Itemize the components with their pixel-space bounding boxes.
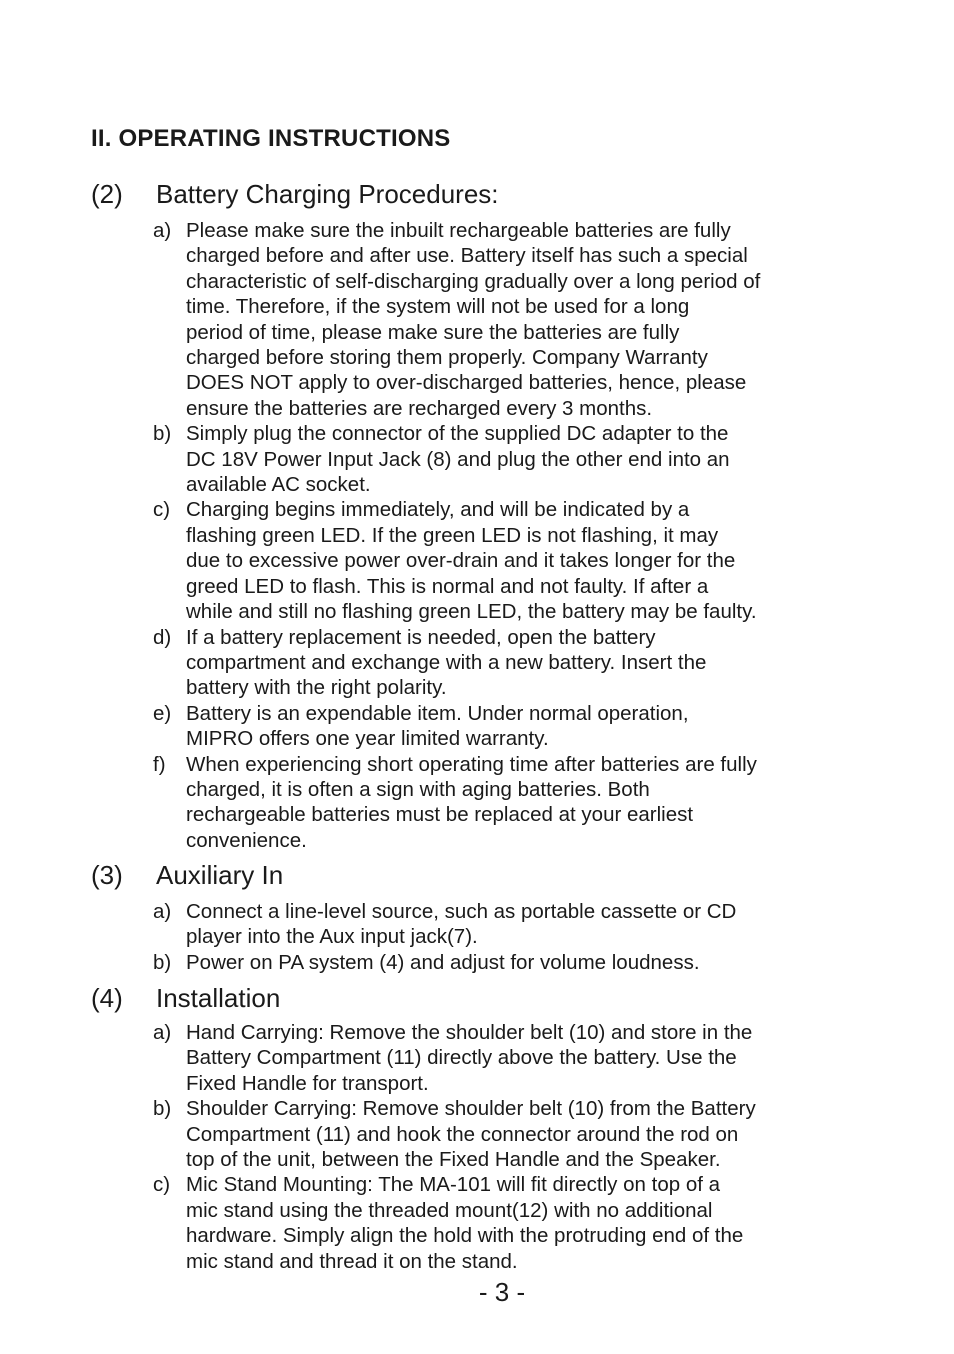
item-text: Hand Carrying: Remove the shoulder belt (10) and store in the Battery Compartment (11) directly above the battery. Use the Fixed Handle for transport. [186,1021,753,1095]
auxiliary-in-list [153,899,863,975]
list-item [153,1172,863,1274]
item-text: Battery is an expendable item. Under normal operation, MIPRO offers one year limited warranty. [186,701,689,751]
item-text: Mic Stand Mounting: The MA-101 will fit directly on top of a mic stand using the threaded mount(12) with no additional hardware. Simply align the hold with the protruding end of the mic stand and thread it on the stand. [186,1173,744,1273]
list-item [153,752,863,854]
page-heading: II. OPERATING INSTRUCTIONS [91,125,451,152]
item-text: Charging begins immediately, and will be indicated by a flashing green LED. If the green LED is not flashing, it may due to excessive power over-drain and it takes longer for the greed LED to flash. This is normal and not faulty. If after a while and still no flashing green LED, the battery may be faulty. [186,498,757,624]
section-number: (4) [91,983,123,1013]
list-item [153,625,863,701]
item-marker: f) [153,752,166,776]
list-item [153,497,863,624]
item-text: Simply plug the connector of the supplied DC adapter to the DC 18V Power Input Jack (8) and plug the other end into an available AC socket. [186,422,730,497]
section-title-text: Installation [156,983,281,1013]
item-marker: b) [153,1097,172,1121]
item-text: If a battery replacement is needed, open the battery compartment and exchange with a new battery. Insert the battery with the right polarity. [186,625,707,700]
section-number: (3) [91,860,123,890]
section-title-text: Auxiliary In [156,860,284,890]
page-number: - 3 - [478,1277,526,1307]
item-text: Shoulder Carrying: Remove shoulder belt (10) from the Battery Compartment (11) and hook the connector around the rod on top of the unit, between the Fixed Handle and the Speaker. [186,1097,756,1172]
item-text: When experiencing short operating time after batteries are fully charged, it is often a sign with aging batteries. Both rechargeable batteries must be replaced at your earliest convenience. [186,752,757,852]
list-item [153,950,863,975]
item-marker: e) [153,701,172,725]
list-item [153,1096,863,1172]
item-text: Power on PA system (4) and adjust for volume loudness. [186,950,700,974]
list-item [153,899,863,950]
section-title-battery-charging [91,179,499,209]
section-number: (2) [91,179,123,209]
item-marker: c) [153,1173,171,1197]
item-marker: d) [153,625,172,649]
item-text: Please make sure the inbuilt rechargeable batteries are fully charged before and after use. Battery itself has such a special characteristic of self-discharging gradually over a long period of time. Therefore, if the system will not be used for a long period of time, please make sure the batteries are fully charged before storing them properly. Company Warranty DOES NOT apply to over-discharged batteries, hence, please ensure the batteries are recharged every 3 months. [186,219,761,420]
list-item [153,218,863,421]
list-item [153,421,863,497]
section-title-text: Battery Charging Procedures: [156,179,499,209]
list-item [153,1020,863,1096]
section-title-auxiliary-in [91,860,283,890]
item-text: Connect a line-level source, such as portable cassette or CD player into the Aux input jack(7). [186,900,737,949]
battery-charging-list [153,218,863,853]
item-marker: a) [153,1021,172,1044]
item-marker: a) [153,219,172,242]
item-marker: b) [153,422,172,446]
section-title-installation [91,983,280,1013]
item-marker: a) [153,900,172,923]
list-item [153,701,863,752]
installation-list [153,1020,863,1274]
item-marker: b) [153,950,172,974]
item-marker: c) [153,498,171,522]
